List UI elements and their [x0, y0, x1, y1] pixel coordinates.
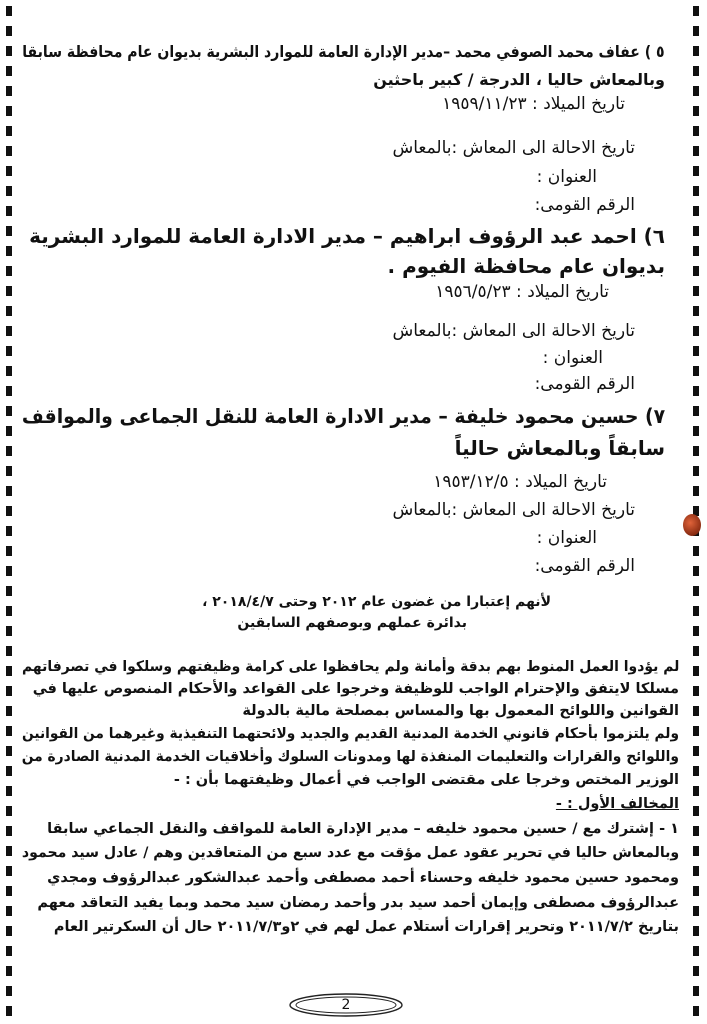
item7-pension-date: تاريخ الاحالة الى المعاش :بالمعاش: [392, 500, 635, 520]
left-dashed-border: [6, 6, 12, 1016]
body-line-2: مسلكا لايتفق والإحترام الواجب للوظيفة وخرجوا على القواعد والأحكام المنصوص عليها في: [32, 681, 679, 697]
item6-national-id: الرقم القومى:: [534, 374, 635, 394]
page-number: 2: [341, 997, 351, 1013]
item6-office-line: بديوان عام محافظة الفيوم .: [387, 254, 665, 278]
violation-line-3: ومحمود حسين محمود خليفه وحسناء أحمد مصطفى وأحمد عبدالشكور عبدالرؤوف ومجدي: [47, 870, 679, 886]
body-line-4: ولم يلتزموا بأحكام قانوني الخدمة المدنية القديم والجديد ولائحتهما التنفيذية وغيرهما من القوانين: [22, 726, 679, 742]
item5-birth-date: تاريخ الميلاد : ١٩٥٩/١١/٢٣: [442, 94, 625, 114]
item5-name-line: ٥ ) عفاف محمد الصوفي محمد –مدير الإدارة العامة للموارد البشرية بديوان عام محافظة سابقا: [22, 42, 665, 61]
body-line-6: الوزير المختص وخرجا على مقتضى الواجب في أعمال وظيفتهما بأن : -: [173, 772, 679, 788]
violation-line-1: ١ - إشترك مع / حسين محمود خليفه – مدير الإدارة العامة للمواقف والنقل الجماعي سابقا: [47, 821, 679, 837]
item5-pension-date: تاريخ الاحالة الى المعاش :بالمعاش: [392, 138, 635, 158]
violator-heading: المخالف الأول : -: [555, 796, 679, 812]
charge-heading-line2: بدائرة عملهم وبوصفهم السابقين: [237, 615, 467, 631]
right-dashed-border: [693, 6, 699, 1016]
item5-address: العنوان :: [536, 167, 597, 187]
violation-line-4: عبدالرؤوف مصطفى وإيمان أحمد سيد بدر وأحمد رمضان سيد محمد وبما يفيد التعاقد معهم: [37, 895, 679, 911]
charge-heading-line1: لأنهم إعتبارا من غضون عام ٢٠١٢ وحتى ٢٠١٨/٤/٧ ،: [202, 594, 551, 610]
violation-line-5: بتاريخ ٢٠١١/٧/٢ وتحرير إقرارات أستلام عمل لهم في ٢و٢٠١١/٧/٣ حال أن السكرتير العام: [53, 919, 679, 935]
item5-national-id: الرقم القومى:: [534, 195, 635, 215]
violation-line-2: وبالمعاش حاليا في تحرير عقود عمل مؤقت مع عدد سبع من المتعاقدين وهم / عادل سيد محمود: [21, 845, 679, 861]
item6-pension-date: تاريخ الاحالة الى المعاش :بالمعاش: [392, 321, 635, 341]
item6-name-line: ٦) احمد عبد الرؤوف ابراهيم – مدير الادارة العامة للموارد البشرية: [29, 224, 665, 248]
punch-hole-mark: [683, 514, 701, 536]
body-line-5: واللوائح والقرارات والتعليمات المنفذة لها ومدونات السلوك وأخلاقيات الخدمة المدنية الصادرة من: [21, 749, 679, 765]
body-line-1: لم يؤدوا العمل المنوط بهم بدقة وأمانة ولم يحافظوا على كرامة وظيفتهم وسلكوا في تصرفاتهم: [21, 659, 679, 675]
page-number-ornament: [288, 992, 404, 1018]
item7-address: العنوان :: [536, 528, 597, 548]
item6-birth-date: تاريخ الميلاد : ١٩٥٦/٥/٢٣: [435, 282, 609, 302]
item7-birth-date: تاريخ الميلاد : ١٩٥٣/١٢/٥: [433, 472, 607, 492]
item5-grade-line: وبالمعاش حاليا ، الدرجة / كبير باحثين: [373, 70, 665, 89]
body-line-3: القوانين واللوائح المعمول بها والمساس بمصلحة مالية بالدولة: [242, 703, 679, 719]
item7-national-id: الرقم القومى:: [534, 556, 635, 576]
item7-name-line: ٧) حسين محمود خليفة – مدير الادارة العامة للنقل الجماعى والمواقف: [21, 404, 665, 428]
item7-status-line: سابقاً وبالمعاش حالياً: [454, 436, 665, 460]
item6-address: العنوان :: [542, 348, 603, 368]
